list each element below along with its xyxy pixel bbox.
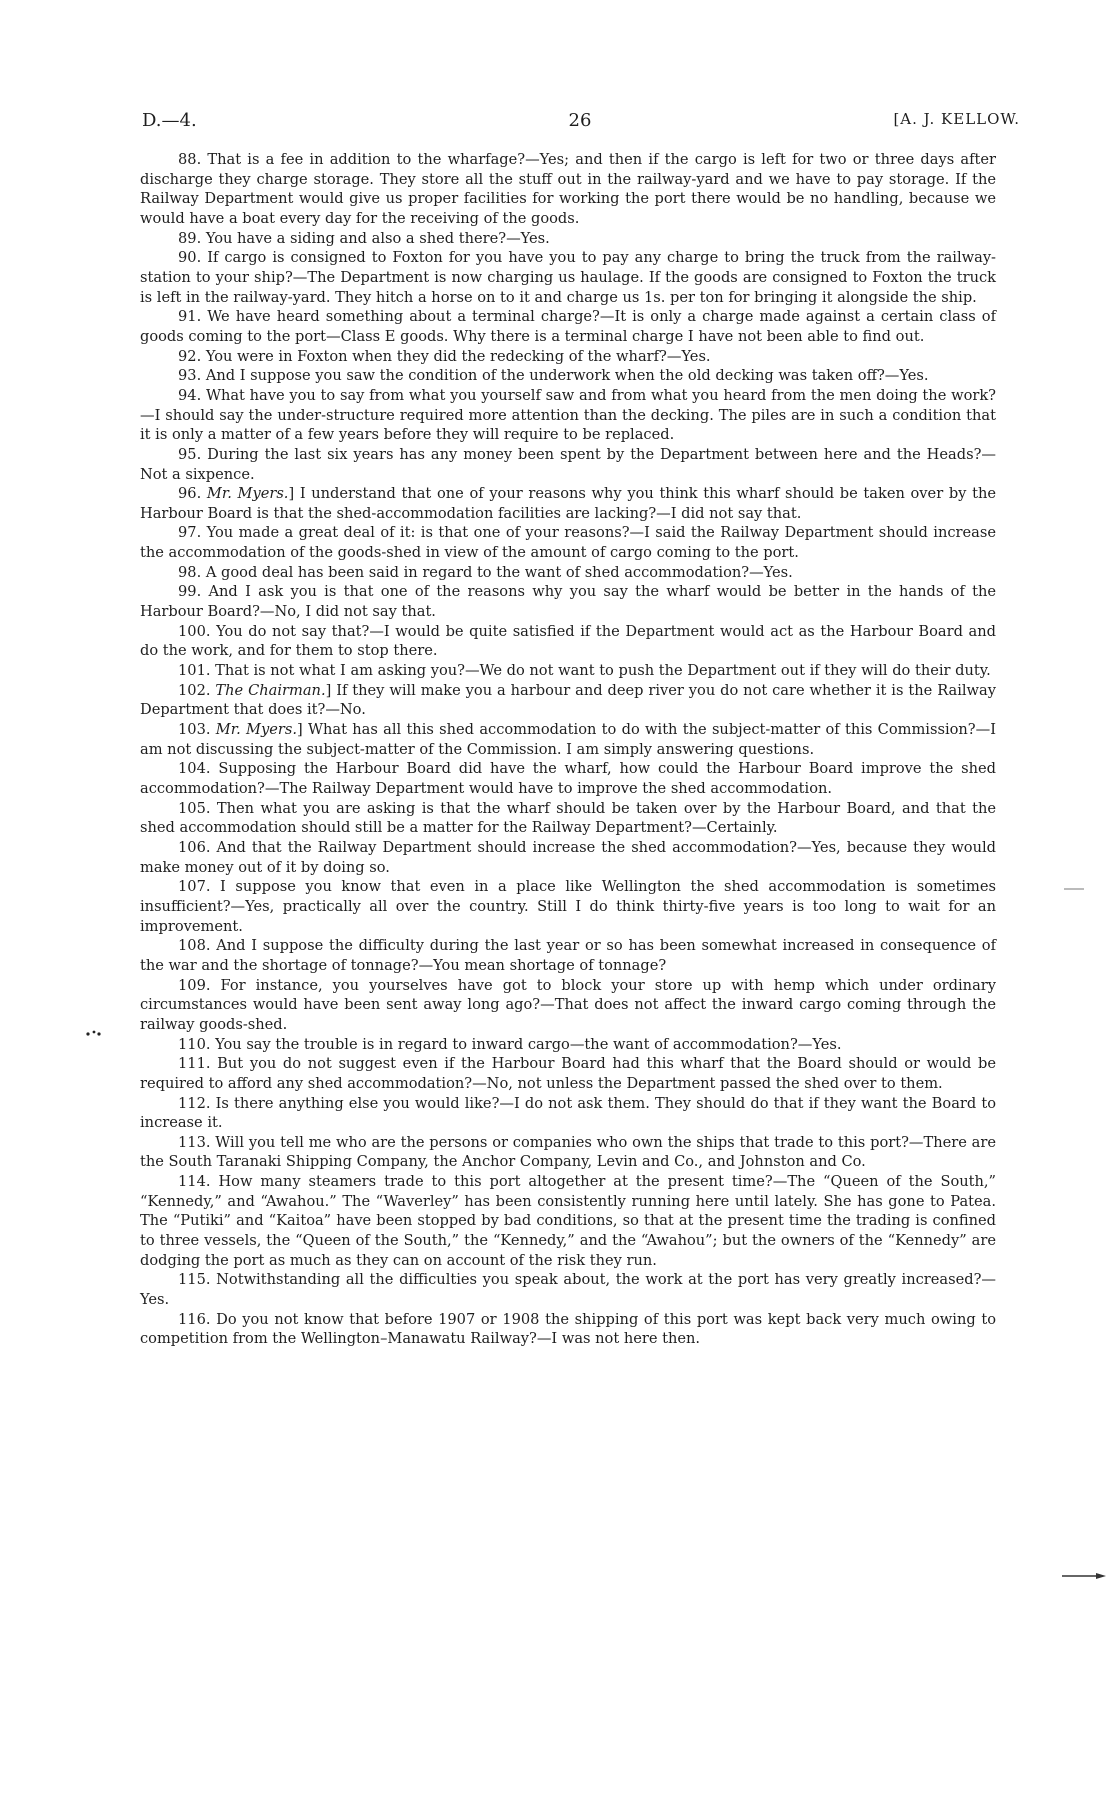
question-103 <box>140 720 996 759</box>
scan-margin-tick <box>1064 887 1084 891</box>
section-reference: D.—4. <box>142 110 197 131</box>
question-101: 101. That is not what I am asking you?—We do not want to push the Department out if they will do their duty. <box>178 662 991 680</box>
question-91: 91. We have heard something about a terminal charge?—It is only a charge made against a certain class of goods coming to the port—Class E goods. Why there is a terminal charge I have not been able to find out. <box>140 308 996 345</box>
question-text: ] What has all this shed accommodation to do with the subject-matter of this Commission?—I am not discussing the subject-matter of the Commission. I am simply answering questions. <box>140 721 996 758</box>
question-92: 92. You were in Foxton when they did the redecking of the wharf?—Yes. <box>178 347 711 365</box>
evidence-body <box>140 150 996 1349</box>
question-88: 88. That is a fee in addition to the wharfage?—Yes; and then if the cargo is left for two or three days after discharge they charge storage. They store all the stuff out in the railway-yard and we have to pay storage. If the Railway Department would give us proper facilities for working the port there would be no handling, because we would have a boat every day for the receiving of the goods. <box>140 151 996 227</box>
question-102 <box>140 681 996 720</box>
question-text: ] If they will make you a harbour and deep river you do not care whether it is the Railway Department that does it?—No. <box>140 681 996 719</box>
question-111: 111. But you do not suggest even if the Harbour Board had this wharf that the Board should or would be required to afford any shed accommodation?—No, not unless the Department passed the shed over to them. <box>140 1055 996 1092</box>
scan-speck-mark <box>85 1028 103 1038</box>
question-93: 93. And I suppose you saw the condition of the underwork when the old decking was taken off?—Yes. <box>178 367 929 385</box>
question-105: 105. Then what you are asking is that the wharf should be taken over by the Harbour Board, and that the shed accommodation should still be a matter for the Railway Department?—Certainly. <box>140 799 996 837</box>
question-95: 95. During the last six years has any money been spent by the Department between here and the Heads?—Not a sixpence. <box>140 445 996 483</box>
scan-dash-mark <box>1062 1572 1106 1580</box>
question-110: 110. You say the trouble is in regard to inward cargo—the want of accommodation?—Yes. <box>178 1035 842 1053</box>
question-89: 89. You have a siding and also a shed there?—Yes. <box>178 229 550 247</box>
question-107: 107. I suppose you know that even in a place like Wellington the shed accommodation is sometimes insufficient?—Yes, practically all over the country. Still I do think thirty-five years is too long to wait for an improvement. <box>140 878 996 935</box>
question-108: 108. And I suppose the difficulty during the last year or so has been somewhat increased in consequence of the war and the shortage of tonnage?—You mean shortage of tonnage? <box>140 937 996 974</box>
question-112: 112. Is there anything else you would like?—I do not ask them. They should do that if they want the Board to increase it. <box>140 1094 996 1132</box>
question-116: 116. Do you not know that before 1907 or 1908 the shipping of this port was kept back very much owing to competition from the Wellington–Manawatu Railway?—I was not here then. <box>140 1310 996 1348</box>
question-96 <box>140 484 996 523</box>
page-number: 26 <box>568 110 592 131</box>
question-115: 115. Notwithstanding all the difficulties you speak about, the work at the port has very greatly increased?—Yes. <box>140 1271 996 1309</box>
question-104: 104. Supposing the Harbour Board did have the wharf, how could the Harbour Board improve the shed accommodation?—The Railway Department would have to improve the shed accommodation. <box>140 760 996 797</box>
question-98: 98. A good deal has been said in regard to the want of shed accommodation?—Yes. <box>178 563 793 581</box>
speaker-name: Mr. Myers. <box>215 721 297 739</box>
question-100: 100. You do not say that?—I would be quite satisfied if the Department would act as the Harbour Board and do the work, and for them to stop there. <box>140 622 996 660</box>
witness-name: [A. J. KELLOW. <box>893 110 1020 128</box>
question-number: 102. <box>178 681 211 699</box>
speaker-name: The Chairman. <box>215 681 326 699</box>
question-94: 94. What have you to say from what you yourself saw and from what you heard from the men doing the work?—I should say the under-structure required more attention than the decking. The piles are in such a condition that it is only a matter of a few years before they will require to be replaced. <box>140 386 996 444</box>
page-header <box>140 110 1020 136</box>
question-106: 106. And that the Railway Department should increase the shed accommodation?—Yes, because they would make money out of it by doing so. <box>140 838 996 876</box>
question-99: 99. And I ask you is that one of the reasons why you say the wharf would be better in the hands of the Harbour Board?—No, I did not say that. <box>140 583 996 621</box>
question-109: 109. For instance, you yourselves have got to block your store up with hemp which under ordinary circumstances would have been sent away long ago?—That does not affect the inward cargo coming through the railway goods-shed. <box>140 976 996 1033</box>
speaker-name: Mr. Myers. <box>206 485 289 503</box>
question-97: 97. You made a great deal of it: is that one of your reasons?—I said the Railway Department should increase the accommodation of the goods-shed in view of the amount of cargo coming to the port. <box>140 524 996 562</box>
question-number: 96. <box>178 485 202 503</box>
question-number: 103. <box>178 721 211 739</box>
question-90: 90. If cargo is consigned to Foxton for you have you to pay any charge to bring the truck from the railway-station to your ship?—The Department is now charging us haulage. If the goods are consigned to Foxton the truck is left in the railway-yard. They hitch a horse on to it and charge us 1s. per ton for bringing it alongside the ship. <box>140 249 996 306</box>
question-114: 114. How many steamers trade to this port altogether at the present time?—The “Queen of the South,” “Kennedy,” and “Awahou.” The “Waverley” has been consistently running here until lately. She has gone to Patea. The “Putiki” and “Kaitoa” have been stopped by bad conditions, so that at the present time the trading is confined to three vessels, the “Queen of the South,” the “Kennedy,” and the “Awahou”; but the owners of the “Kennedy” are dodging the port as much as they can on account of the risk they run. <box>140 1173 996 1269</box>
question-text: ] I understand that one of your reasons why you think this wharf should be taken over by the Harbour Board is that the shed-accommodation facilities are lacking?—I did not say that. <box>140 485 996 522</box>
question-113: 113. Will you tell me who are the persons or companies who own the ships that trade to this port?—There are the South Taranaki Shipping Company, the Anchor Company, Levin and Co., and Johnston and Co. <box>140 1133 996 1171</box>
